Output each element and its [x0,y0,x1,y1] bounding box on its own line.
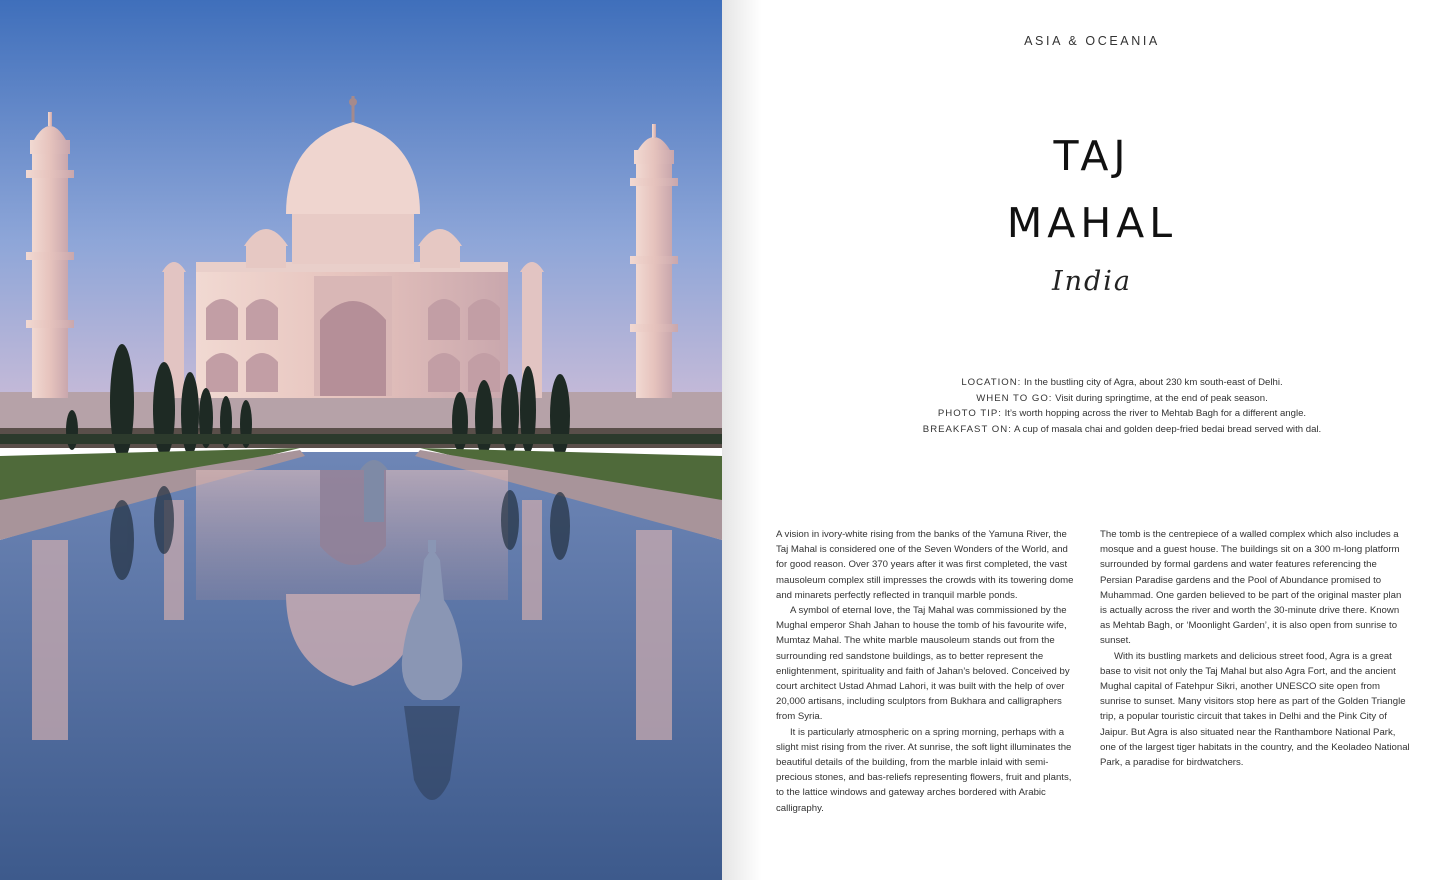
taj-mahal-illustration [0,0,722,880]
fact-when-to-go [782,391,1445,407]
fact-label: BREAKFAST ON: [922,423,1012,435]
fact-label: WHEN TO GO: [976,392,1053,404]
paragraph: It is particularly atmospheric on a spring morning, perhaps with a slight mist rising from the river. At sunrise, the soft light illuminates the beautiful details of the building, from the marble inlaid with semi-precious stones, and bas-reliefs representing flowers, fruit and plants, to the lattice windows and gateway arches bordered with Arabic calligraphy. [776,726,1072,814]
body-column-2 [1100,527,1410,770]
paragraph: A vision in ivory-white rising from the banks of the Yamuna River, the Taj Mahal is considered one of the Seven Wonders of the World, and for good reason. Over 370 years after it was first completed, the vast mausoleum complex still impresses the crowds with its towering dome and minarets perfectly reflected in tranquil marble ponds. [776,529,1074,601]
fact-label: LOCATION: [961,377,1022,388]
subtitle-country: India [1051,266,1133,297]
fact-label: PHOTO TIP: [937,408,1002,420]
fact-text: A cup of masala chai and golden deep-fried bedai bread served with dal. [1014,423,1322,435]
body-column-1 [776,527,1080,816]
title-line-1: TAJ [1053,132,1131,180]
title-line-2: MAHAL [1006,199,1178,247]
section-header: ASIA & OCEANIA [1024,34,1160,48]
fact-text: Visit during springtime, at the end of peak season. [1055,392,1268,404]
taj-mahal-photo [0,0,722,880]
fact-text: In the bustling city of Agra, about 230 km south-east of Delhi. [1024,377,1283,388]
gutter-shadow [722,0,762,880]
paragraph: With its bustling markets and delicious street food, Agra is a great base to visit not only the Taj Mahal but also Agra Fort, and the ancient Mughal capital of Fatehpur Sikri, another UNESCO site open from sunrise to sunset. Many visitors stop here as part of the Golden Triangle trip, a popular touristic circuit that takes in Delhi and the Pink City of Jaipur. But Agra is also situated near the Ranthambore National Park, one of the largest tiger habitats in the country, and the Keoladeo National Park, a paradise for birdwatchers. [1100,650,1410,769]
text-page [722,0,1445,880]
paragraph: The tomb is the centrepiece of a walled complex which also includes a mosque and a guest house. The buildings sit on a 300 m-long platform surrounded by formal gardens and water features referencing the Persian Paradise gardens and the Pool of Abundance promised to Muhammad. One garden believed to be part of the original master plan is actually across the river and worth the 30-minute drive there. Known as Mehtab Bagh, or ‘Moonlight Garden’, it is also open from sunrise to sunset. [1100,529,1402,647]
facts-block [782,375,1445,437]
fact-photo-tip [782,406,1445,422]
fact-location [782,375,1445,391]
fact-breakfast-on [782,422,1445,438]
fact-text: It’s worth hopping across the river to Mehtab Bagh for a different angle. [1004,408,1307,420]
paragraph: A symbol of eternal love, the Taj Mahal was commissioned by the Mughal emperor Shah Jahan to house the tomb of his favourite wife, Mumtaz Mahal. The white marble mausoleum stands out from the surrounding red sandstone buildings, as to better represent the enlightenment, spirituality and faith of Jahan’s beloved. Conceived by court architect Ustad Ahmad Lahori, it was built with the help of over 20,000 artisans, including sculptors from Bukhara and calligraphers from Syria. [776,605,1070,723]
